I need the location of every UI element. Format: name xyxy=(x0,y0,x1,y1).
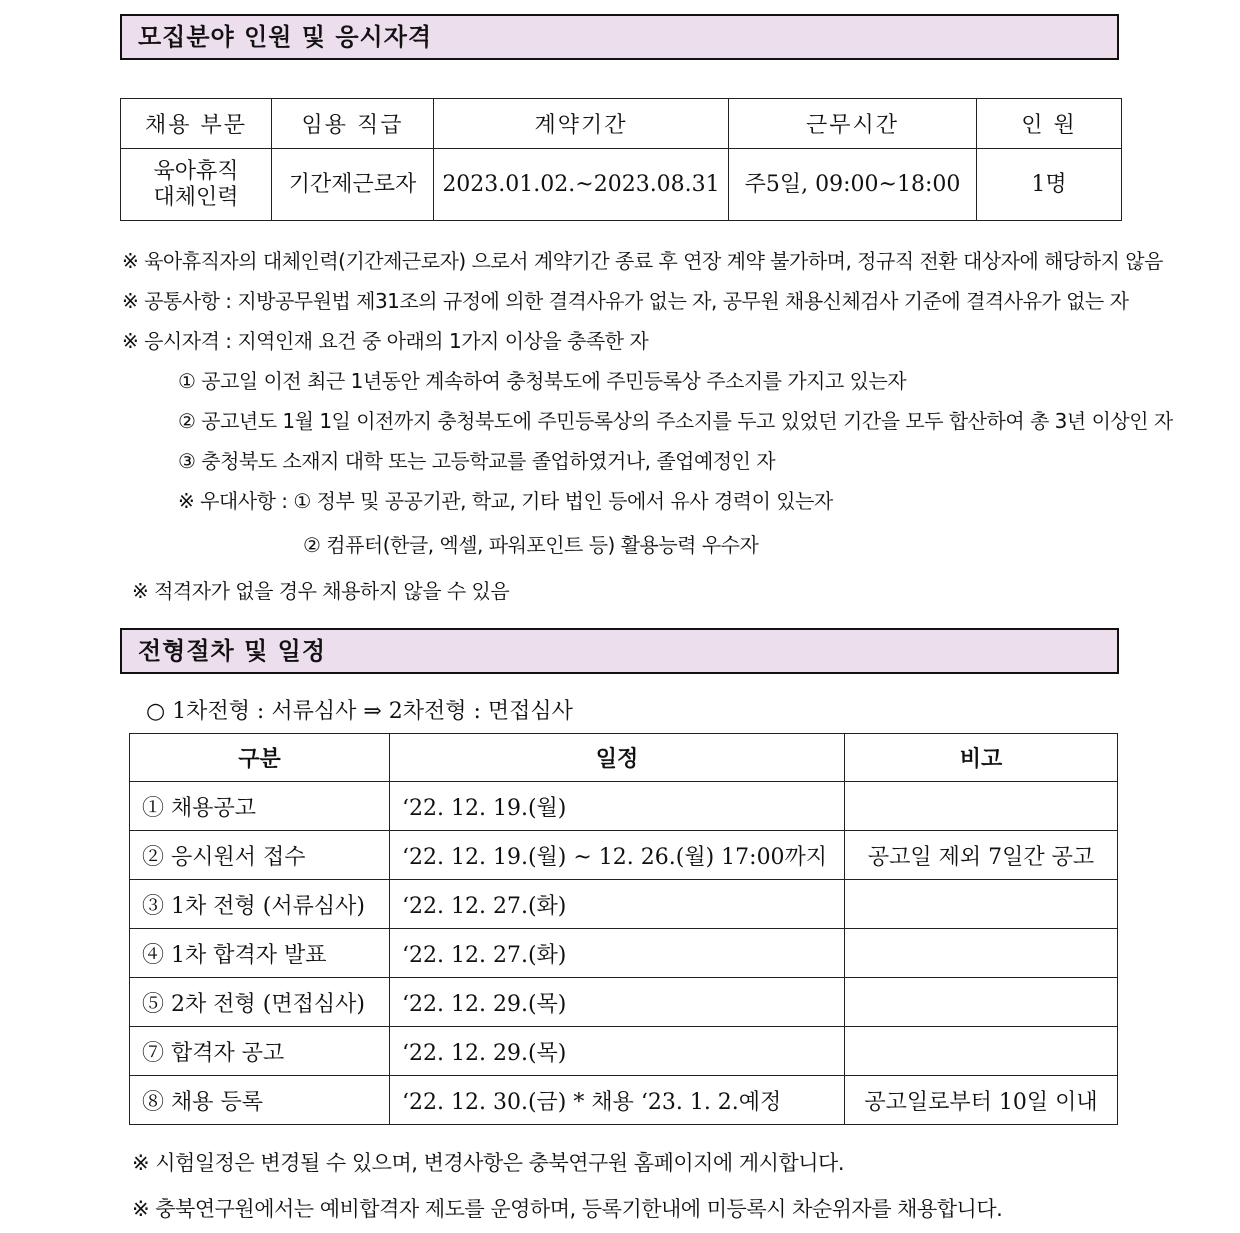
cell-item: ① 채용공고 xyxy=(130,782,390,831)
cell-period: 2023.01.02.~2023.08.31 xyxy=(434,149,729,221)
note-qualification: ※ 응시자격 : 지역인재 요건 중 아래의 1가지 이상을 충족한 자 xyxy=(122,329,649,353)
field-line-1: 육아휴직 xyxy=(153,158,239,184)
note-common: ※ 공통사항 : 지방공무원법 제31조의 규정에 의한 결격사유가 없는 자, 공무원 채용신체검사 기준에 결격사유가 없는 자 xyxy=(122,289,1129,313)
header-schedule: 일정 xyxy=(390,734,845,782)
note-reserve: ※ 충북연구원에서는 예비합격자 제도를 운영하며, 등록기한내에 미등록시 차순위자를 채용합니다. xyxy=(132,1197,1003,1221)
cell-remark xyxy=(845,1027,1118,1076)
header-count: 인 원 xyxy=(977,99,1122,149)
cell-date: ‘22. 12. 19.(월) ~ 12. 26.(월) 17:00까지 xyxy=(390,831,845,880)
cell-date: ‘22. 12. 29.(목) xyxy=(390,978,845,1027)
cell-remark xyxy=(845,929,1118,978)
cell-item: ② 응시원서 접수 xyxy=(130,831,390,880)
section-title-procedure: 전형절차 및 일정 xyxy=(120,628,1119,674)
note-substitute: ※ 육아휴직자의 대체인력(기간제근로자) 으로서 계약기간 종료 후 연장 계약 불가하며, 정규직 전환 대상자에 해당하지 않음 xyxy=(122,249,1163,273)
cell-rank: 기간제근로자 xyxy=(272,149,434,221)
cell-item: ⑧ 채용 등록 xyxy=(130,1076,390,1125)
cell-remark xyxy=(845,978,1118,1027)
cell-remark: 공고일 제외 7일간 공고 xyxy=(845,831,1118,880)
header-rank: 임용 직급 xyxy=(272,99,434,149)
table-row xyxy=(130,880,1118,929)
qualification-item-3: ③ 충청북도 소재지 대학 또는 고등학교를 졸업하였거나, 졸업예정인 자 xyxy=(178,449,776,473)
qualification-item-2: ② 공고년도 1월 1일 이전까지 충청북도에 주민등록상의 주소지를 두고 있었던 기간을 모두 합산하여 총 3년 이상인 자 xyxy=(178,409,1173,433)
cell-hours: 주5일, 09:00~18:00 xyxy=(729,149,977,221)
table-row xyxy=(130,978,1118,1027)
cell-remark: 공고일로부터 10일 이내 xyxy=(845,1076,1118,1125)
field-line-2: 대체인력 xyxy=(153,184,239,210)
schedule-table xyxy=(129,733,1118,1125)
table-row xyxy=(130,929,1118,978)
cell-item: ④ 1차 합격자 발표 xyxy=(130,929,390,978)
cell-date: ‘22. 12. 30.(금) * 채용 ‘23. 1. 2.예정 xyxy=(390,1076,845,1125)
qualification-item-1: ① 공고일 이전 최근 1년동안 계속하여 충청북도에 주민등록상 주소지를 가지고 있는자 xyxy=(178,369,907,393)
note-schedule-change: ※ 시험일정은 변경될 수 있으며, 변경사항은 충북연구원 홈페이지에 게시합니다. xyxy=(132,1151,844,1175)
cell-date: ‘22. 12. 27.(화) xyxy=(390,880,845,929)
cell-count: 1명 xyxy=(977,149,1122,221)
cell-remark xyxy=(845,880,1118,929)
header-remark: 비고 xyxy=(845,734,1118,782)
header-category: 구분 xyxy=(130,734,390,782)
note-no-qualified: ※ 적격자가 없을 경우 채용하지 않을 수 있음 xyxy=(132,579,510,603)
cell-item: ③ 1차 전형 (서류심사) xyxy=(130,880,390,929)
table-row xyxy=(130,1027,1118,1076)
cell-item: ⑦ 합격자 공고 xyxy=(130,1027,390,1076)
preference-item-1: ※ 우대사항 : ① 정부 및 공공기관, 학교, 기타 법인 등에서 유사 경력이 있는자 xyxy=(178,489,833,513)
table-row xyxy=(130,1076,1118,1125)
header-field: 채용 부문 xyxy=(121,99,272,149)
cell-field xyxy=(121,149,272,221)
table-row xyxy=(130,831,1118,880)
cell-item: ⑤ 2차 전형 (면접심사) xyxy=(130,978,390,1027)
section-title-recruitment: 모집분야 인원 및 응시자격 xyxy=(120,14,1119,60)
procedure-flow: ○ 1차전형 : 서류심사 ⇒ 2차전형 : 면접심사 xyxy=(146,699,573,724)
cell-date: ‘22. 12. 19.(월) xyxy=(390,782,845,831)
header-hours: 근무시간 xyxy=(729,99,977,149)
preference-item-2: ② 컴퓨터(한글, 엑셀, 파워포인트 등) 활용능력 우수자 xyxy=(303,533,759,557)
header-period: 계약기간 xyxy=(434,99,729,149)
cell-date: ‘22. 12. 27.(화) xyxy=(390,929,845,978)
recruitment-table xyxy=(120,98,1122,221)
cell-remark xyxy=(845,782,1118,831)
table-row xyxy=(130,782,1118,831)
cell-date: ‘22. 12. 29.(목) xyxy=(390,1027,845,1076)
